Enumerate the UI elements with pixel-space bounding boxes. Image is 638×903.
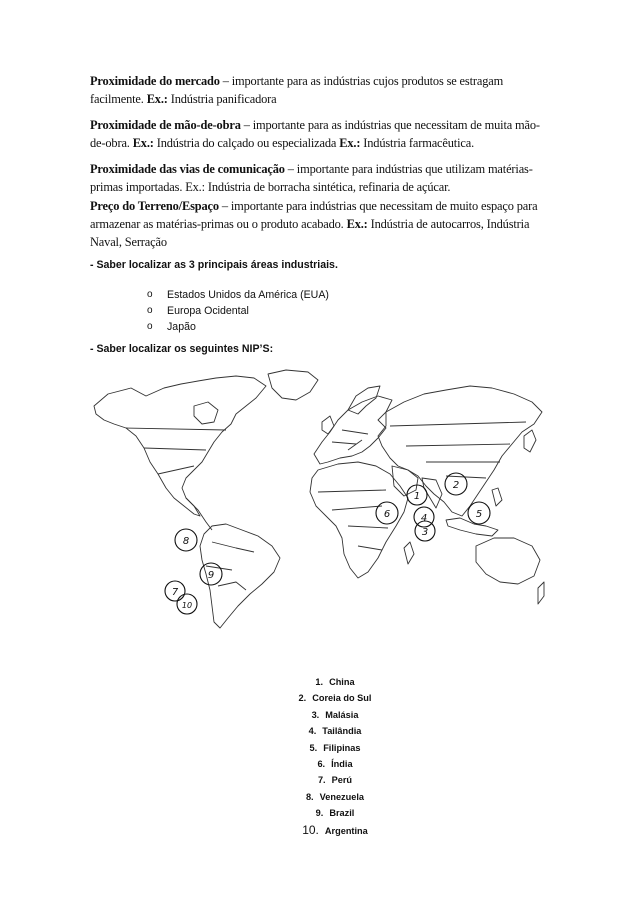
- example-label: Ex.:: [146, 92, 168, 106]
- list-item: [147, 303, 329, 319]
- list-item-text: Japão: [167, 321, 196, 333]
- australia-outline: [476, 538, 540, 584]
- list-item-number: 7.: [317, 775, 326, 786]
- example-text: Indústria do calçado ou especializada: [153, 136, 340, 150]
- list-item: [255, 822, 415, 838]
- paragraph-preco-terreno: [90, 197, 545, 251]
- uk-outline: [322, 416, 334, 434]
- paragraph-proximidade-mercado: [90, 72, 545, 108]
- example-label: Ex.:: [339, 136, 361, 150]
- term-proximidade-mercado: Proximidade do mercado: [90, 74, 220, 88]
- example-label: Ex.:: [132, 136, 154, 150]
- list-item: [255, 772, 415, 788]
- example-text: Indústria de autocarros, Indústria Naval, Serração: [90, 217, 530, 249]
- industrial-areas-list: [147, 287, 329, 335]
- india-outline: [422, 478, 442, 508]
- list-item-text: Filipinas: [323, 742, 361, 753]
- example-text: Indústria panificadora: [167, 92, 277, 106]
- list-item: [255, 740, 415, 756]
- list-item: [147, 287, 329, 303]
- map-label-9: 9: [207, 570, 215, 581]
- list-item-text: Brazil: [329, 808, 355, 819]
- map-label-7: 7: [171, 587, 179, 598]
- map-label-3: 3: [421, 527, 429, 538]
- section-heading-nips: [90, 342, 273, 356]
- list-item-text: Estados Unidos da América (EUA): [167, 289, 329, 301]
- philippines-outline: [492, 488, 502, 506]
- list-item-text: Venezuela: [319, 791, 365, 802]
- list-item: [255, 690, 415, 706]
- paragraph-vias-comunicacao: [90, 160, 545, 196]
- list-item-number: 8.: [305, 791, 314, 802]
- africa-borders: [318, 490, 391, 550]
- bullet-icon: o: [147, 321, 153, 332]
- section-heading-areas: [90, 258, 338, 272]
- madagascar-outline: [404, 542, 414, 564]
- world-map: [86, 366, 546, 636]
- list-item: [255, 723, 415, 739]
- nips-country-list: [255, 674, 415, 838]
- desc-proximidade-mao-de-obra: – importante para as indústrias que necessitam de muita mão-de-obra.: [90, 118, 540, 150]
- map-label-6: 6: [383, 509, 391, 520]
- list-item-text: Malásia: [325, 709, 359, 720]
- europe-outline: [314, 396, 392, 464]
- term-vias-comunicacao: Proximidade das vias de comunicação: [90, 162, 285, 176]
- list-item-text: Tailândia: [322, 726, 362, 737]
- map-label-8: 8: [182, 536, 190, 547]
- list-item-text: Índia: [331, 758, 353, 769]
- europe-borders: [332, 430, 368, 450]
- list-item-number: 6.: [317, 758, 326, 769]
- hudson-bay-outline: [194, 402, 218, 424]
- list-item-text: Europa Ocidental: [167, 305, 249, 317]
- asia-borders: [390, 422, 526, 478]
- list-item-number: 1.: [315, 677, 324, 687]
- indonesia-outline: [446, 518, 498, 536]
- list-item: [255, 756, 415, 772]
- map-label-4: 4: [420, 513, 428, 524]
- south-america-borders: [206, 542, 254, 590]
- list-item-number: 5.: [309, 742, 318, 753]
- section-heading-nips-text: - Saber localizar os seguintes NIP’S:: [90, 343, 274, 355]
- desc-proximidade-mercado: – importante para as indústrias cujos produtos se estragam facilmente.: [90, 74, 504, 106]
- asia-outline: [378, 386, 542, 516]
- example-text: Indústria farmacêutica.: [360, 136, 475, 150]
- map-label-2: 2: [452, 480, 460, 491]
- list-item-number: 10.: [302, 822, 319, 837]
- map-label-5: 5: [475, 509, 483, 520]
- list-item: [255, 674, 415, 690]
- list-item-text: China: [329, 677, 355, 687]
- scandinavia-outline: [348, 386, 380, 414]
- list-item: [147, 319, 329, 335]
- list-item-number: 2.: [298, 693, 307, 704]
- list-item-number: 9.: [315, 808, 324, 819]
- list-item-text: Coreia do Sul: [312, 693, 372, 704]
- paragraph-proximidade-mao-de-obra: [90, 116, 545, 152]
- desc-preco-terreno: – importante para indústrias que necessitam de muito espaço para armazenar as matérias-primas ou o produto acabado.: [90, 199, 538, 231]
- list-item-text: Argentina: [324, 825, 368, 836]
- map-label-10: 10: [181, 601, 193, 610]
- example-label: Ex.:: [346, 217, 368, 231]
- new-zealand-outline: [538, 582, 544, 604]
- usa-borders: [126, 428, 226, 474]
- list-item: [255, 805, 415, 821]
- list-item: [255, 789, 415, 805]
- list-item: [255, 707, 415, 723]
- list-item-number: 4.: [308, 726, 317, 737]
- desc-vias-comunicacao: – importante para indústrias que utilizam matérias-primas importadas. Ex.: Indústria de borracha sintética, refinaria de açúcar.: [90, 162, 533, 194]
- north-america-outline: [94, 376, 266, 516]
- section-heading-areas-text: - Saber localizar as 3 principais áreas industriais.: [90, 259, 338, 271]
- bullet-icon: o: [147, 305, 153, 316]
- list-item-number: 3.: [311, 709, 320, 720]
- list-item-text: Perú: [331, 775, 353, 786]
- bullet-icon: o: [147, 289, 153, 300]
- map-label-1: 1: [413, 491, 421, 502]
- term-proximidade-mao-de-obra: Proximidade de mão-de-obra: [90, 118, 241, 132]
- term-preco-terreno: Preço do Terreno/Espaço: [90, 199, 219, 213]
- japan-outline: [524, 430, 536, 452]
- greenland-outline: [268, 370, 318, 400]
